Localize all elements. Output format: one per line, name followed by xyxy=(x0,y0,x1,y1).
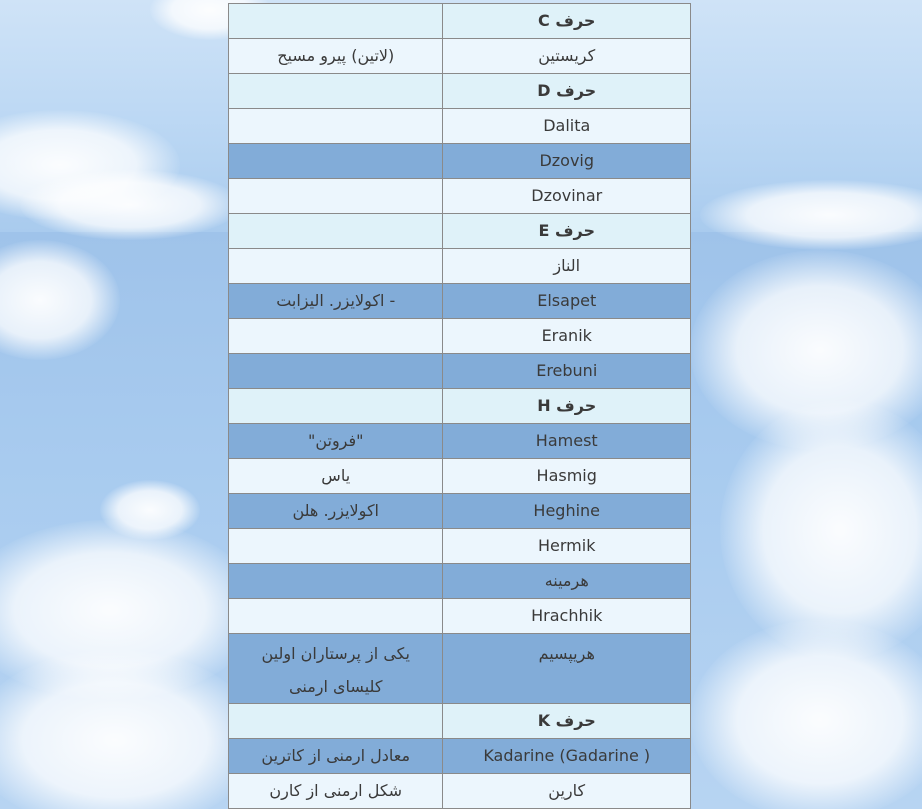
names-table-container xyxy=(228,3,691,809)
meaning-cell xyxy=(229,4,443,39)
cloud xyxy=(20,170,240,240)
meaning-cell: معادل ارمنی از کاترین xyxy=(229,739,443,774)
name-cell: Kadarine (Gadarine ) xyxy=(443,739,691,774)
meaning-cell xyxy=(229,179,443,214)
name-row xyxy=(229,144,691,179)
meaning-cell xyxy=(229,704,443,739)
name-row xyxy=(229,459,691,494)
name-cell: حرف K xyxy=(443,704,691,739)
meaning-cell xyxy=(229,319,443,354)
name-cell: Hrachhik xyxy=(443,599,691,634)
meaning-cell: شکل ارمنی از کارن xyxy=(229,774,443,809)
letter-header-row xyxy=(229,704,691,739)
name-row xyxy=(229,599,691,634)
name-cell: حرف C xyxy=(443,4,691,39)
meaning-cell xyxy=(229,144,443,179)
name-row xyxy=(229,39,691,74)
name-cell: الناز xyxy=(443,249,691,284)
name-cell: Dalita xyxy=(443,109,691,144)
meaning-cell xyxy=(229,214,443,249)
name-row xyxy=(229,249,691,284)
name-cell: کریستین xyxy=(443,39,691,74)
name-cell: حرف H xyxy=(443,389,691,424)
name-cell: کارین xyxy=(443,774,691,809)
meaning-cell xyxy=(229,354,443,389)
name-row xyxy=(229,529,691,564)
armenian-names-table xyxy=(228,3,691,809)
meaning-cell: یکی از پرستاران اولین کلیسای ارمنی xyxy=(229,634,443,704)
name-row xyxy=(229,564,691,599)
meaning-cell: - اکولایزر. الیزابت xyxy=(229,284,443,319)
meaning-cell: "فروتن" xyxy=(229,424,443,459)
name-cell: Dzovinar xyxy=(443,179,691,214)
meaning-cell xyxy=(229,389,443,424)
name-cell: Elsapet xyxy=(443,284,691,319)
name-row xyxy=(229,424,691,459)
name-cell: Erebuni xyxy=(443,354,691,389)
meaning-cell: یاس xyxy=(229,459,443,494)
name-row xyxy=(229,739,691,774)
name-row xyxy=(229,494,691,529)
name-cell: Hamest xyxy=(443,424,691,459)
name-row xyxy=(229,319,691,354)
meaning-cell xyxy=(229,74,443,109)
name-cell: Hermik xyxy=(443,529,691,564)
meaning-cell xyxy=(229,109,443,144)
name-row xyxy=(229,634,691,704)
name-cell: Heghine xyxy=(443,494,691,529)
name-cell: حرف D xyxy=(443,74,691,109)
name-row xyxy=(229,284,691,319)
meaning-cell: اکولایزر. هلن xyxy=(229,494,443,529)
name-row xyxy=(229,774,691,809)
name-row xyxy=(229,354,691,389)
name-cell: هریپسیم xyxy=(443,634,691,704)
meaning-cell xyxy=(229,564,443,599)
meaning-cell: (لاتین) پیرو مسیح xyxy=(229,39,443,74)
letter-header-row xyxy=(229,74,691,109)
letter-header-row xyxy=(229,389,691,424)
name-cell: Eranik xyxy=(443,319,691,354)
meaning-cell xyxy=(229,529,443,564)
letter-header-row xyxy=(229,4,691,39)
name-cell: هرمینه xyxy=(443,564,691,599)
meaning-cell xyxy=(229,599,443,634)
name-cell: Dzovig xyxy=(443,144,691,179)
letter-header-row xyxy=(229,214,691,249)
name-cell: Hasmig xyxy=(443,459,691,494)
name-row xyxy=(229,109,691,144)
meaning-cell xyxy=(229,249,443,284)
name-row xyxy=(229,179,691,214)
cloud xyxy=(100,480,200,540)
name-cell: حرف E xyxy=(443,214,691,249)
